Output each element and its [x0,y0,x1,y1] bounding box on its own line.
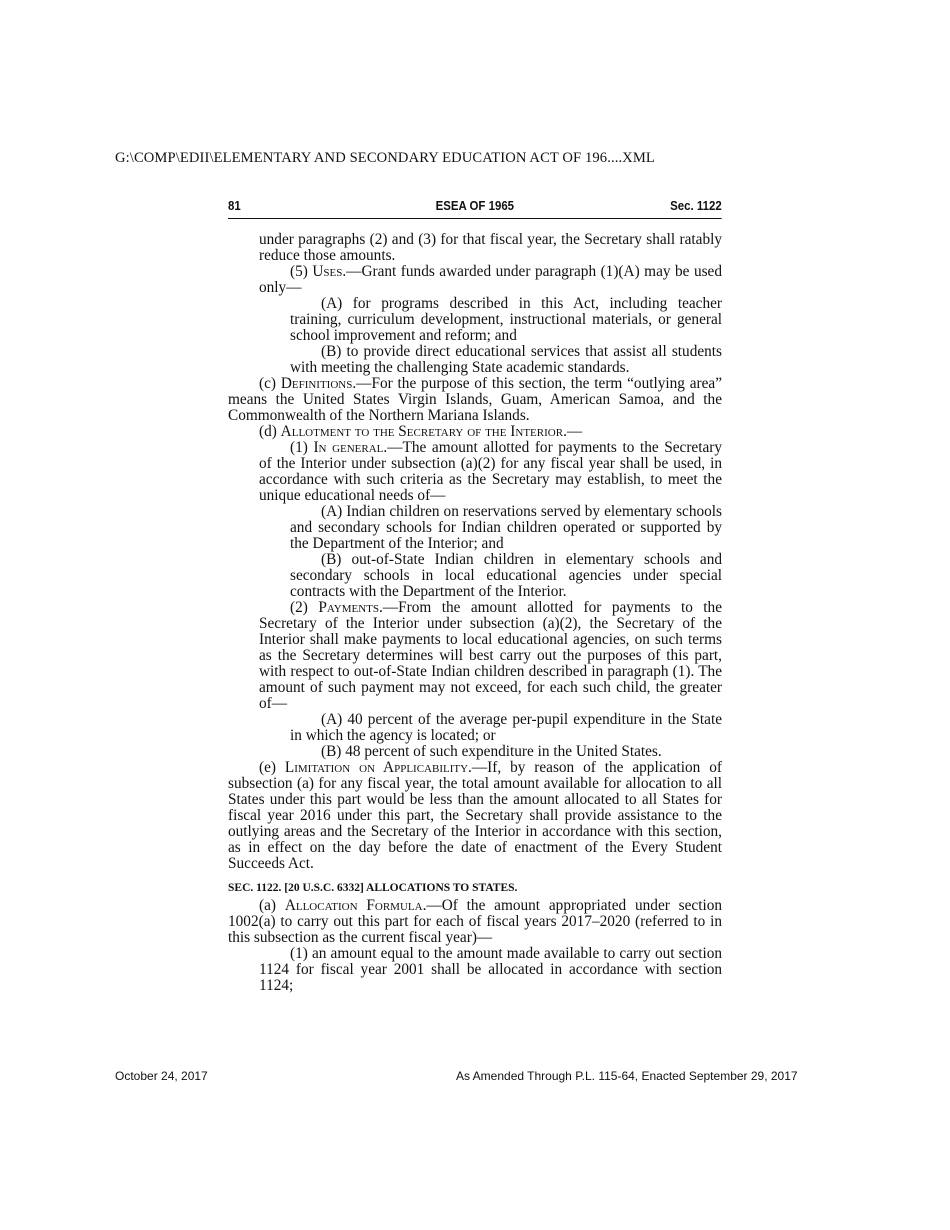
paragraph-text: .—Grant funds awarded under paragraph (1)(A) may be used only— [259,263,722,296]
section-number: Sec. 1122 [670,198,722,213]
footer-date: October 24, 2017 [115,1069,208,1083]
subsection-number: (e) [259,759,285,776]
subsection-text: .—Of the amount appropriated under section 1002(a) to carry out this part for each of fiscal years 2017–2020 (referred to in this subsection as the current fiscal year)— [228,897,722,946]
subsection-e-limitation [228,760,722,872]
paragraph-heading: Uses [312,263,343,280]
paragraph-heading: Payments [318,599,379,616]
subsection-a-allocation-formula [228,898,722,946]
subparagraph-d2b: (B) 48 percent of such expenditure in the United States. [321,743,662,760]
subparagraph-d2a: (A) 40 percent of the average per-pupil expenditure in the State in which the agency is located; or [290,711,722,744]
subsection-number: (a) [259,897,285,914]
paragraph-a1: (1) an amount equal to the amount made available to carry out section 1124 for fiscal year 2001 shall be allocated in accordance with section 1124; [259,945,722,994]
running-title: ESEA OF 1965 [435,198,515,213]
document-body [228,232,722,994]
subsection-c-definitions [228,376,722,424]
subsection-heading: Limitation on Applicability [284,759,469,776]
paragraph-d1-in-general [259,440,722,504]
subsection-d-allotment [228,424,722,440]
subparagraph-5a: (A) for programs described in this Act, including teacher training, curriculum development, instructional materials, or general school improvement and reform; and [290,295,722,344]
subsection-heading: Definitions [280,375,353,392]
subparagraph-d1a: (A) Indian children on reservations served by elementary schools and secondary schools for Indian children operated or supported by the Department of the Interior; and [290,503,722,552]
section-heading: SEC. 1122. [20 U.S.C. 6332] ALLOCATIONS TO STATES. [228,882,518,894]
subsection-text: .—If, by reason of the application of subsection (a) for any fiscal year, the total amount available for allocation to all States under this part would be less than the amount allocated to all States for fiscal year 2016 under this part, the Secretary shall provide assistance to the outlying areas and the Secretary of the Interior in accordance with this section, as in effect on the day before the date of enactment of the Every Student Succeeds Act. [228,759,722,872]
subsection-number: (c) [259,375,281,392]
subsection-text: .—For the purpose of this section, the term “outlying area” means the United States Virgin Islands, Guam, American Samoa, and the Commonwealth of the Northern Mariana Islands. [228,375,722,424]
paragraph-text: .—The amount allotted for payments to the Secretary of the Interior under subsection (a)(2) for any fiscal year shall be used, in accordance with such criteria as the Secretary may establish, to meet the unique educational needs of— [259,439,722,504]
subsection-text: .— [563,423,583,440]
file-path: G:\COMP\EDII\ELEMENTARY AND SECONDARY EDUCATION ACT OF 196....XML [115,150,655,166]
paragraph-number: (5) [290,263,313,280]
running-header [228,198,722,219]
subsection-heading: Allotment to the Secretary of the Interior [280,423,564,440]
paragraph-number: (2) [290,599,319,616]
subsection-number: (d) [259,423,281,440]
footer-amended: As Amended Through P.L. 115-64, Enacted September 29, 2017 [456,1069,798,1083]
paragraph-text: .—From the amount allotted for payments to the Secretary of the Interior under subsection (a)(2), the Secretary of the Interior shall make payments to local educational agencies, on such terms as the Secretary determines will best carry out the purposes of this part, with respect to out-of-State Indian children described in paragraph (1). The amount of such payment may not exceed, for each such child, the greater of— [259,599,722,712]
paragraph-heading: In general [313,439,384,456]
paragraph-d2-payments [259,600,722,712]
subparagraph-d1b: (B) out-of-State Indian children in elementary schools and secondary schools in local educational agencies under special contracts with the Department of the Interior. [290,551,722,600]
paragraph-number: (1) [290,439,314,456]
paragraph-5-uses [259,264,722,296]
subsection-heading: Allocation Formula [284,897,423,914]
page-number: 81 [228,198,241,213]
subparagraph-5b: (B) to provide direct educational services that assist all students with meeting the challenging State academic standards. [290,343,722,376]
paragraph-continuation: under paragraphs (2) and (3) for that fiscal year, the Secretary shall ratably reduce those amounts. [259,231,722,264]
